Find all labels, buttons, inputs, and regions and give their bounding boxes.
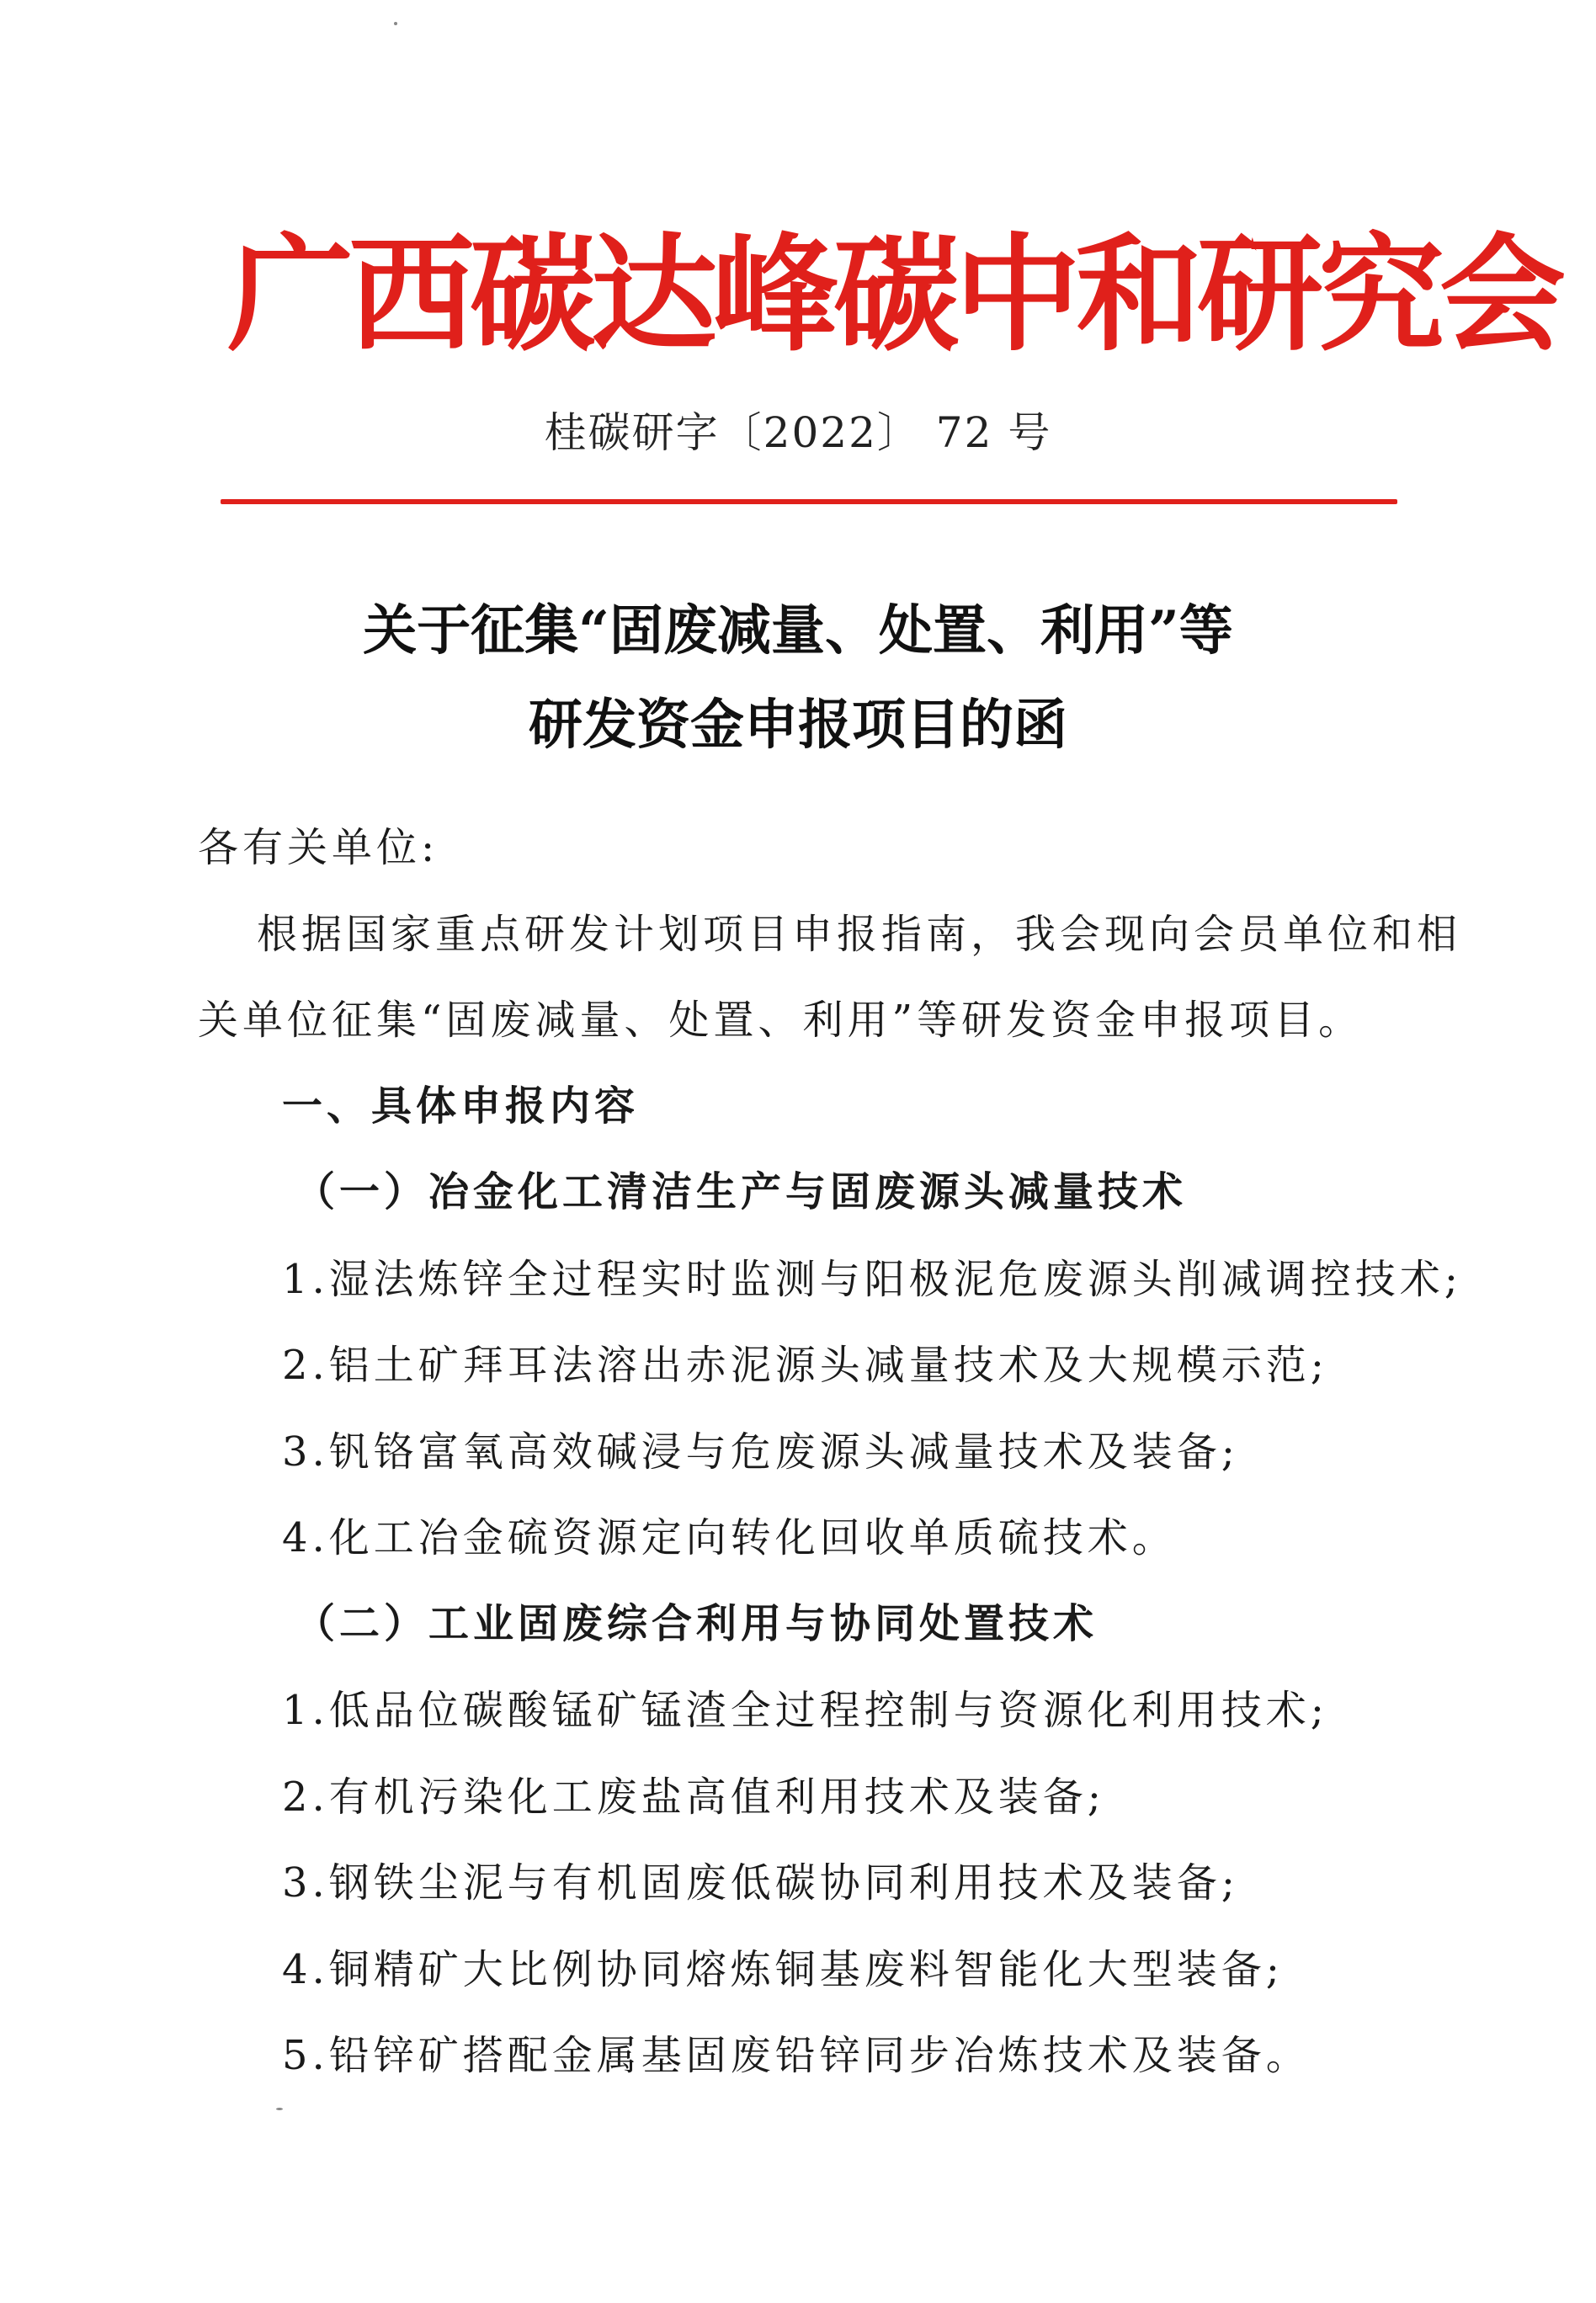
scan-speck: [394, 22, 397, 25]
list-item: 3.钒铬富氧高效碱浸与危废源头减量技术及装备;: [282, 1428, 1239, 1476]
list-item: 1.湿法炼锌全过程实时监测与阳极泥危废源头削减调控技术;: [282, 1256, 1462, 1303]
list-item: 2.有机污染化工废盐高值利用技术及装备;: [282, 1774, 1105, 1821]
subsection-heading-1: （一）冶金化工清洁生产与固废源头减量技术: [295, 1168, 1188, 1215]
list-item: 4.化工冶金硫资源定向转化回收单质硫技术。: [282, 1514, 1177, 1561]
list-item: 4.铜精矿大比例协同熔炼铜基废料智能化大型装备;: [282, 1946, 1284, 1993]
letterhead-org-name: 广西碳达峰碳中和研究会: [227, 221, 1561, 369]
scan-speck: [276, 2108, 283, 2110]
list-item: 5.铅锌矿搭配金属基固废铅锌同步冶炼技术及装备。: [282, 2032, 1311, 2079]
intro-paragraph-line-1: 根据国家重点研发计划项目申报指南，我会现向会员单位和相: [257, 911, 1462, 958]
list-item: 1.低品位碳酸锰矿锰渣全过程控制与资源化利用技术;: [282, 1687, 1328, 1734]
section-heading-1: 一、具体申报内容: [282, 1082, 640, 1130]
salutation: 各有关单位:: [198, 824, 439, 871]
document-title-line-2: 研发资金申报项目的函: [529, 694, 1067, 757]
list-item: 3.钢铁尘泥与有机固废低碳协同利用技术及装备;: [282, 1859, 1239, 1907]
list-item: 2.铝土矿拜耳法溶出赤泥源头减量技术及大规模示范;: [282, 1342, 1328, 1389]
letterhead-red-rule: [221, 499, 1397, 504]
intro-paragraph-line-2: 关单位征集“固废减量、处置、利用”等研发资金申报项目。: [198, 997, 1364, 1044]
document-title-line-1: 关于征集“固废减量、处置、利用”等: [363, 599, 1233, 662]
document-number: 桂碳研字〔2022〕 72 号: [544, 408, 1052, 457]
subsection-heading-2: （二）工业固废综合利用与协同处置技术: [295, 1600, 1099, 1647]
